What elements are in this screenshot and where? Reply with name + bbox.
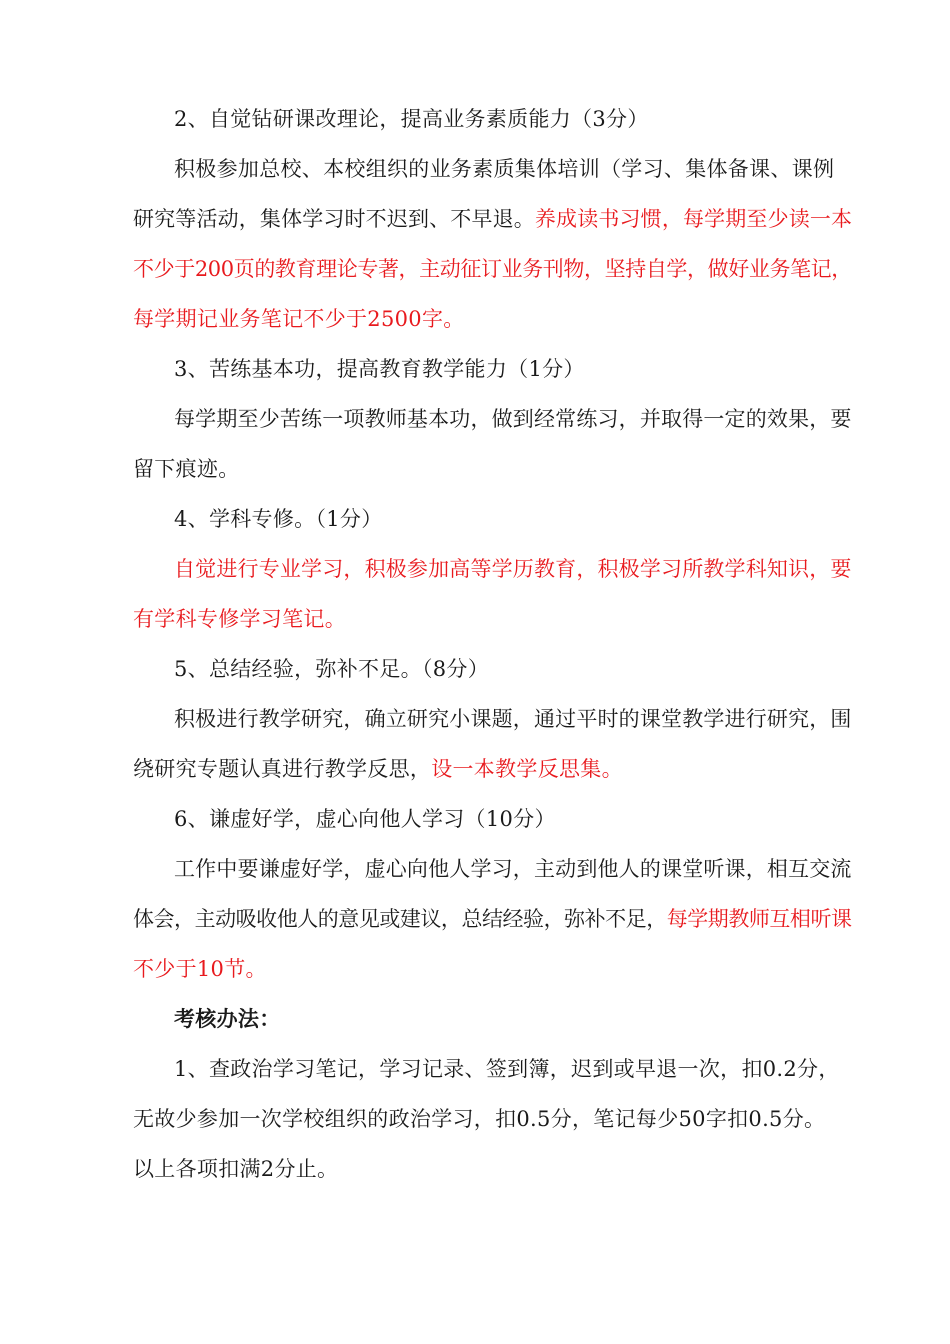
item4-text-line1: 自觉进行专业学习，积极参加高等学历教育，积极学习所教学科知识，要 xyxy=(174,557,852,581)
item2-heading: 2、自觉钻研课改理论，提高业务素质能力（3分） xyxy=(174,107,649,131)
item2-text-line3: 不少于200页的教育理论专著，主动征订业务刊物，坚持自学，做好业务笔记， xyxy=(133,257,852,281)
item5-heading: 5、总结经验，弥补不足。（8分） xyxy=(174,657,490,681)
item3-text-line2: 留下痕迹。 xyxy=(133,457,240,481)
item3-text-line1: 每学期至少苦练一项教师基本功，做到经常练习，并取得一定的效果，要 xyxy=(174,407,852,431)
item5-text-line1: 积极进行教学研究，确立研究小课题，通过平时的课堂教学进行研究，围 xyxy=(174,707,852,731)
assessment-text-line2: 无故少参加一次学校组织的政治学习，扣0.5分，笔记每少50字扣0.5分。 xyxy=(133,1107,826,1131)
item6-text-line3: 不少于10节。 xyxy=(133,957,267,981)
item5-text-line2 xyxy=(133,753,623,785)
item2-text-line2 xyxy=(133,203,852,235)
item3-heading: 3、苦练基本功，提高教育教学能力（1分） xyxy=(174,357,585,381)
item6-text-line2-black: 体会，主动吸收他人的意见或建议，总结经验，弥补不足， xyxy=(133,907,667,931)
item4-heading: 4、学科专修。（1分） xyxy=(174,507,383,531)
item5-text-line2-red: 设一本教学反思集。 xyxy=(431,757,623,781)
item2-text-line4: 每学期记业务笔记不少于2500字。 xyxy=(133,307,465,331)
item2-text-line1: 积极参加总校、本校组织的业务素质集体培训（学习、集体备课、课例 xyxy=(174,157,835,181)
item6-heading: 6、谦虚好学，虚心向他人学习（10分） xyxy=(174,807,556,831)
item2-text-line2-red: 养成读书习惯，每学期至少读一本 xyxy=(534,207,853,231)
item6-text-line2-red: 每学期教师互相听课 xyxy=(666,907,852,931)
item2-text-line2-black: 研究等活动，集体学习时不迟到、不早退。 xyxy=(133,207,535,231)
assessment-text-line1: 1、查政治学习笔记，学习记录、签到簿，迟到或早退一次，扣0.2分， xyxy=(174,1057,840,1081)
item6-text-line2 xyxy=(133,903,852,935)
assessment-text-line3: 以上各项扣满2分止。 xyxy=(133,1157,339,1181)
item4-text-line2: 有学科专修学习笔记。 xyxy=(133,607,346,631)
item5-text-line2-black: 绕研究专题认真进行教学反思， xyxy=(133,757,432,781)
assessment-heading: 考核办法： xyxy=(174,1006,281,1031)
item6-text-line1: 工作中要谦虚好学，虚心向他人学习，主动到他人的课堂听课，相互交流 xyxy=(174,857,852,881)
